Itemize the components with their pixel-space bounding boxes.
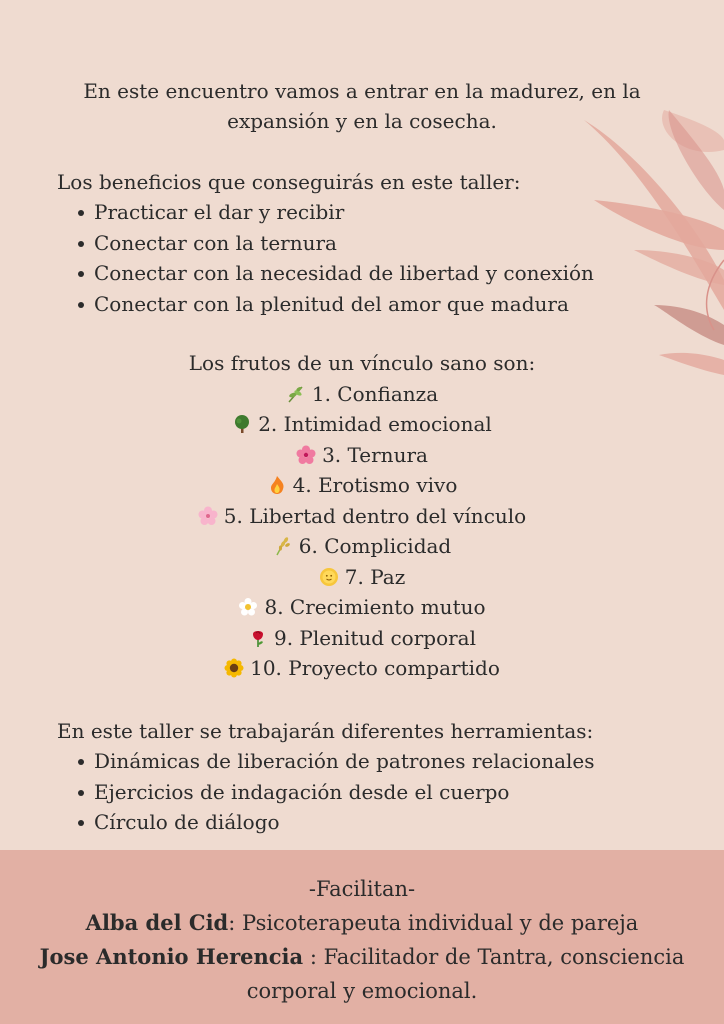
- facilitator-name: Jose Antonio Herencia: [39, 944, 304, 969]
- facilitator-role: : Psicoterapeuta individual y de pareja: [228, 911, 639, 935]
- fruit-label: 6. Complicidad: [298, 534, 452, 558]
- fruit-item: [0, 379, 724, 410]
- fruit-label: 10. Proyecto compartido: [250, 656, 500, 680]
- intro-text: En este encuentro vamos a entrar en la madurez, en la expansión y en la cosecha.: [83, 79, 641, 133]
- facilitator-name: Alba del Cid: [85, 910, 229, 935]
- fruit-label: 3. Ternura: [322, 442, 428, 467]
- sheaf-icon: [273, 536, 293, 556]
- facilitators-footer: [0, 850, 724, 1024]
- sun-face-icon: [319, 567, 339, 587]
- fruits-heading: Los frutos de un vínculo sano son:: [188, 351, 536, 375]
- fruit-label: 7. Paz: [344, 564, 406, 589]
- fire-icon: [267, 475, 287, 495]
- fruit-item: [0, 440, 724, 471]
- list-item: Conectar con la ternura: [94, 228, 594, 259]
- footer-title: -Facilitan-: [308, 877, 416, 901]
- benefits-list: [60, 197, 594, 319]
- list-item: Círculo de diálogo: [94, 807, 595, 838]
- sunflower-icon: [224, 658, 244, 678]
- facilitator-2: [0, 940, 724, 1008]
- fruit-label: 5. Libertad dentro del vínculo: [223, 503, 527, 528]
- rose-icon: [248, 628, 268, 648]
- fruit-item: [0, 501, 724, 532]
- tree-icon: [232, 414, 252, 434]
- list-item: Practicar el dar y recibir: [94, 197, 594, 228]
- fruit-label: 8. Crecimiento mutuo: [264, 595, 486, 619]
- tools-heading: En este taller se trabajarán diferentes herramientas:: [57, 719, 594, 743]
- fruit-item: [0, 592, 724, 623]
- fruits-section: [0, 348, 724, 684]
- fruit-label: 4. Erotismo vivo: [292, 473, 458, 497]
- list-item: Ejercicios de indagación desde el cuerpo: [94, 777, 595, 808]
- hibiscus-icon: [296, 445, 316, 465]
- facilitator-role: : Facilitador de Tantra, consciencia corporal y emocional.: [246, 945, 685, 1003]
- fruit-item: [0, 653, 724, 684]
- list-item: Dinámicas de liberación de patrones relacionales: [94, 746, 595, 777]
- daisy-icon: [238, 597, 258, 617]
- fruit-label: 9. Plenitud corporal: [273, 625, 476, 650]
- fruit-label: 2. Intimidad emocional: [258, 412, 492, 436]
- tools-list: [60, 746, 595, 838]
- fruit-label: 1. Confianza: [311, 381, 439, 406]
- fruit-item: [0, 470, 724, 501]
- fruit-item: [0, 562, 724, 593]
- cherry-blossom-icon: [198, 506, 218, 526]
- list-item: Conectar con la plenitud del amor que madura: [94, 289, 594, 320]
- fruit-item: [0, 531, 724, 562]
- benefits-heading: Los beneficios que conseguirás en este taller:: [57, 170, 521, 194]
- herb-icon: [286, 384, 306, 404]
- list-item: Conectar con la necesidad de libertad y conexión: [94, 258, 594, 289]
- fruit-item: [0, 623, 724, 654]
- facilitator-1: [0, 906, 724, 940]
- fruit-item: [0, 409, 724, 440]
